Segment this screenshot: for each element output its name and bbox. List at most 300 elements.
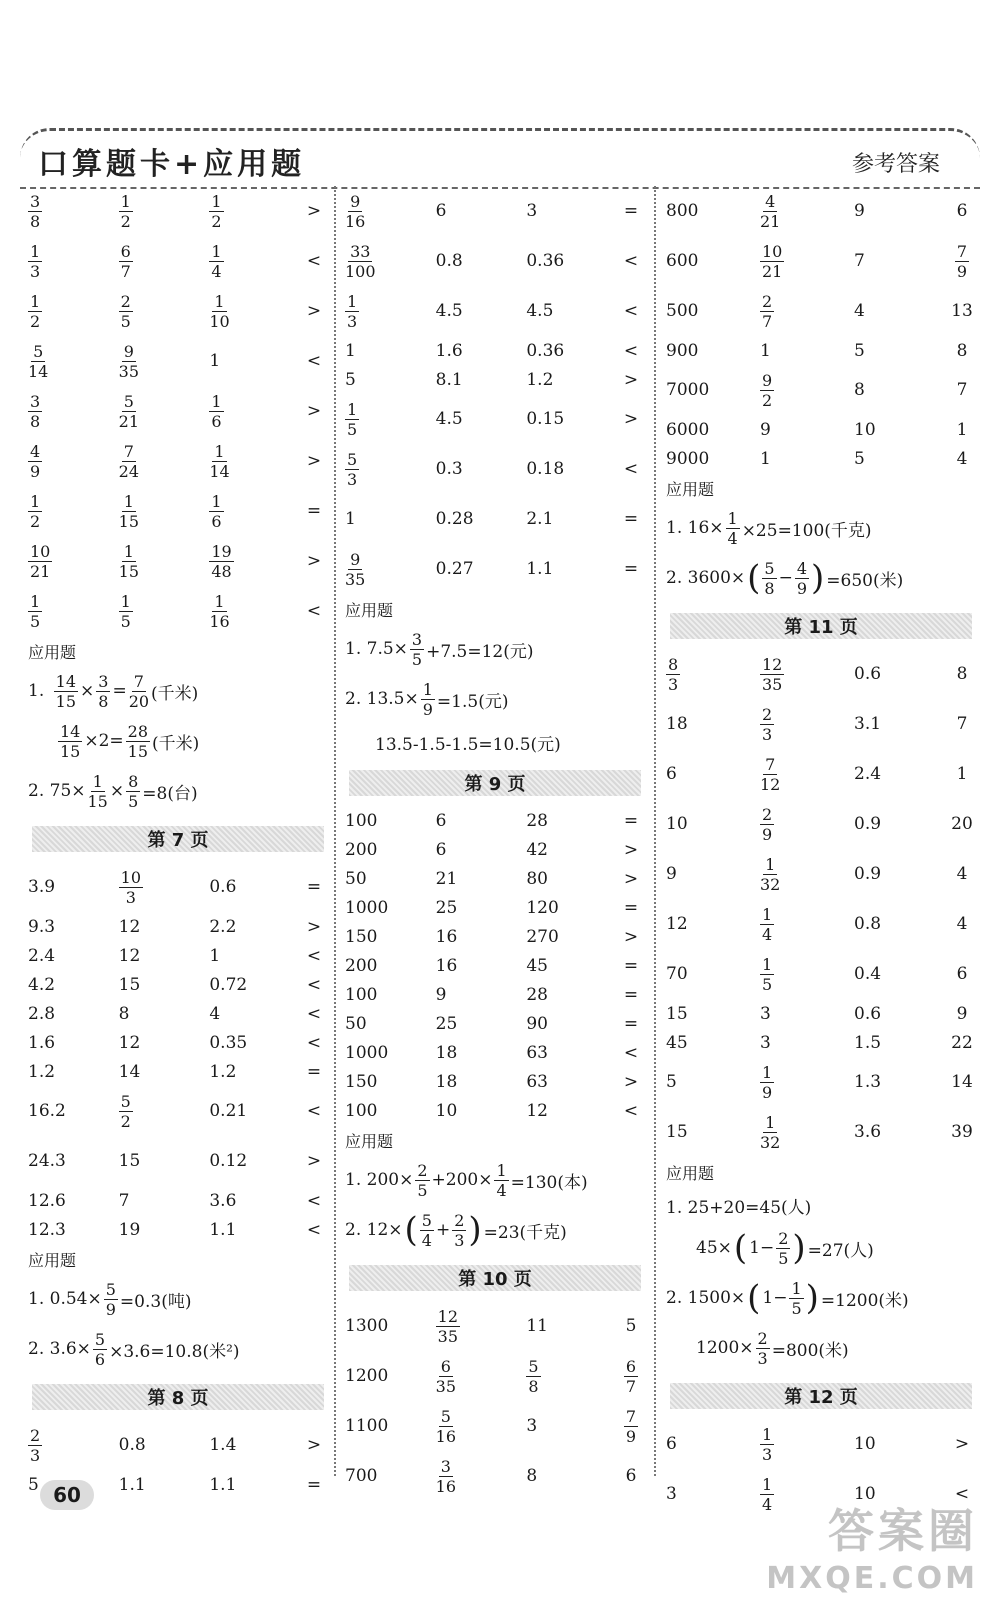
answer-cell — [119, 442, 210, 481]
answer-cell — [119, 1435, 210, 1455]
fraction — [494, 1161, 508, 1200]
fraction — [760, 905, 774, 944]
fraction — [119, 542, 139, 581]
answer-cell — [345, 242, 436, 281]
answer-cell — [854, 1004, 948, 1024]
answer-cell — [436, 251, 527, 271]
answer-cell — [526, 201, 617, 221]
answer-value: 5 — [345, 369, 356, 390]
answer-value: = — [623, 509, 639, 529]
numerator: 1 — [762, 1062, 773, 1082]
answer-cell — [345, 192, 436, 231]
answer-value: 0.35 — [209, 1032, 248, 1053]
answer-grid — [666, 336, 976, 365]
numerator: 3 — [30, 391, 41, 411]
answer-value: < — [623, 1100, 639, 1121]
answer-cell — [345, 1014, 436, 1034]
answer-cell — [526, 370, 617, 390]
denominator: 8 — [30, 411, 41, 431]
section-banner-p10: 第 10 页 — [349, 1265, 641, 1291]
answer-cell — [119, 342, 210, 381]
fraction — [795, 559, 809, 598]
answer-cell — [209, 592, 300, 631]
answer-value: 15 — [666, 1122, 688, 1142]
answer-value: 0.27 — [435, 559, 474, 579]
numerator: 6 — [625, 1356, 637, 1376]
denominator: 16 — [435, 1426, 457, 1446]
answer-value: 0.6 — [854, 664, 882, 684]
numerator: 9 — [762, 370, 773, 390]
denominator: 32 — [760, 1132, 781, 1152]
answer-value: 6 — [956, 964, 968, 984]
answer-row — [345, 1301, 645, 1351]
numerator: 1 — [30, 591, 41, 611]
denominator: 8 — [764, 578, 775, 598]
answer-row — [345, 286, 645, 336]
fraction — [760, 705, 774, 744]
answer-cell — [28, 877, 119, 897]
fraction — [96, 672, 110, 711]
answer-cell — [617, 1466, 645, 1486]
answer-cell — [345, 1416, 436, 1436]
answer-cell — [617, 559, 645, 579]
fraction — [345, 450, 359, 489]
answer-value: = — [623, 897, 639, 918]
numerator: 7 — [765, 754, 776, 774]
answer-value: 0.28 — [435, 509, 474, 529]
answer-cell — [617, 1014, 645, 1034]
denominator: 3 — [30, 261, 41, 281]
answer-value: 6 — [625, 1466, 637, 1486]
answer-cell — [854, 864, 948, 884]
answer-cell — [666, 201, 760, 221]
numerator: 7 — [133, 671, 144, 691]
answer-grid — [28, 862, 328, 1244]
fraction — [119, 242, 133, 281]
answer-cell — [345, 985, 436, 1005]
answer-value: 5 — [28, 1474, 39, 1495]
answer-cell — [948, 201, 976, 221]
answer-cell — [526, 811, 617, 831]
section-banner-p9: 第 9 页 — [349, 770, 641, 796]
answer-value: < — [306, 945, 322, 966]
answer-row — [28, 941, 328, 970]
answer-value: 1300 — [345, 1316, 389, 1336]
answer-value: 900 — [666, 340, 699, 361]
answer-cell — [948, 242, 976, 281]
answer-value: > — [623, 1071, 639, 1092]
denominator: 3 — [454, 1230, 465, 1250]
denominator: 6 — [211, 411, 222, 431]
numerator: 1 — [496, 1160, 507, 1180]
answer-cell — [666, 1434, 760, 1454]
answer-value: 270 — [526, 926, 559, 947]
numerator: 9 — [350, 191, 361, 211]
answer-cell — [948, 714, 976, 734]
answer-cell — [209, 542, 300, 581]
denominator: 5 — [417, 1180, 428, 1200]
answer-row — [28, 1420, 328, 1470]
answer-cell — [436, 811, 527, 831]
answer-row — [28, 236, 328, 286]
answer-value: < — [306, 1101, 322, 1121]
answer-value: 4 — [854, 301, 865, 321]
answer-cell — [436, 1357, 527, 1396]
answer-cell — [119, 1062, 210, 1082]
answer-cell — [209, 192, 300, 231]
answer-row — [28, 336, 328, 386]
denominator: 5 — [30, 611, 41, 631]
answer-cell — [345, 1072, 436, 1092]
denominator: 15 — [118, 561, 140, 581]
answer-cell — [526, 1357, 617, 1396]
answer-cell — [526, 559, 617, 579]
denominator: 8 — [30, 211, 41, 231]
denominator: 3 — [757, 1348, 768, 1368]
numerator: 1 — [30, 291, 41, 311]
answer-cell — [666, 864, 760, 884]
answer-value: 25 — [435, 1013, 458, 1034]
denominator: 21 — [118, 411, 140, 431]
answer-value: 18 — [435, 1042, 458, 1063]
answer-row — [28, 999, 328, 1028]
answer-cell — [436, 1014, 527, 1034]
answer-value: 3 — [526, 1416, 538, 1436]
answer-value: 9 — [956, 1003, 968, 1024]
answer-cell — [526, 1014, 617, 1034]
answer-cell — [617, 869, 645, 889]
answer-value: = — [623, 1013, 639, 1034]
numerator: 8 — [128, 771, 139, 791]
answer-value: < — [954, 1484, 970, 1504]
fraction — [345, 292, 359, 331]
answer-cell — [666, 764, 760, 784]
answer-value: 70 — [666, 964, 688, 984]
answer-cell — [666, 655, 760, 694]
answer-cell — [948, 664, 976, 684]
answer-value: 3.6 — [209, 1190, 237, 1211]
denominator: 21 — [760, 211, 781, 231]
denominator: 16 — [345, 211, 366, 231]
numerator: 2 — [762, 704, 773, 724]
answer-cell — [28, 592, 119, 631]
answer-cell — [300, 877, 328, 897]
answer-row — [345, 922, 645, 951]
answer-row — [666, 415, 976, 444]
answer-cell — [854, 1122, 948, 1142]
fraction — [58, 722, 82, 761]
answer-row — [345, 835, 645, 864]
word-problem-line: 1. 25+20=45(人) — [666, 1197, 812, 1218]
answer-value: 1.6 — [435, 340, 463, 361]
column-2 — [345, 186, 645, 1496]
answer-row — [666, 336, 976, 365]
answer-value: < — [623, 301, 639, 321]
answer-cell — [760, 855, 854, 894]
answer-row — [28, 586, 328, 636]
answer-cell — [526, 1316, 617, 1336]
fraction — [209, 592, 229, 631]
fraction — [760, 955, 774, 994]
numerator: 1 — [120, 191, 131, 211]
answer-value: < — [306, 1190, 322, 1211]
word-problem-line: 2. 13.5× $\frac{1}{9}$ =1.5(元) — [345, 679, 509, 719]
answer-cell — [28, 392, 119, 431]
answer-row — [28, 862, 328, 912]
fraction — [209, 292, 229, 331]
answer-row — [28, 286, 328, 336]
answer-value: 1 — [956, 764, 968, 784]
numerator: 12 — [437, 1306, 459, 1326]
section-title: 应用题 — [666, 479, 715, 499]
answer-value: 0.36 — [526, 340, 565, 361]
answer-value: 2.1 — [526, 509, 554, 529]
answer-cell — [436, 840, 527, 860]
answer-cell — [948, 420, 976, 440]
answer-value: 0.8 — [118, 1435, 146, 1455]
answer-cell — [854, 914, 948, 934]
answer-value: 10 — [435, 1100, 458, 1121]
denominator: 16 — [209, 611, 230, 631]
denominator: 2 — [120, 1111, 131, 1131]
word-problem-line: 2. 75× $\frac{1}{15}$ × $\frac{8}{5}$ =8(台) — [28, 771, 198, 811]
answer-cell — [436, 898, 527, 918]
answer-cell — [617, 251, 645, 271]
answer-row — [28, 912, 328, 941]
denominator: 8 — [98, 691, 109, 711]
answer-value: 13 — [951, 301, 973, 321]
answer-value: 8 — [956, 340, 968, 361]
numerator: 5 — [33, 341, 44, 361]
answer-cell — [345, 1101, 436, 1121]
answer-value: = — [306, 1474, 322, 1495]
denominator: 15 — [87, 791, 108, 811]
fraction — [452, 1211, 466, 1250]
fraction — [28, 1426, 42, 1465]
answer-value: 1.5 — [854, 1032, 882, 1053]
answer-cell — [760, 705, 854, 744]
answer-value: 12 — [118, 1032, 141, 1053]
answer-cell — [119, 975, 210, 995]
numerator: 1 — [762, 954, 773, 974]
word-problem-line: 1. 0.54× $\frac{5}{9}$ =0.3(吨) — [28, 1279, 192, 1319]
answer-cell — [617, 409, 645, 429]
answer-value: 25 — [435, 897, 458, 918]
denominator: 9 — [796, 578, 808, 598]
answer-row — [345, 365, 645, 394]
answer-row — [345, 1009, 645, 1038]
answer-value: 8 — [526, 1466, 538, 1486]
answer-cell — [854, 251, 948, 271]
answer-cell — [948, 1033, 976, 1053]
answer-cell — [119, 917, 210, 937]
answer-row — [345, 806, 645, 835]
answer-cell — [617, 1357, 645, 1396]
answer-value: 1.2 — [28, 1061, 56, 1082]
answer-value: 1.1 — [209, 1219, 237, 1240]
answer-value: 150 — [345, 926, 378, 947]
numerator: 1 — [211, 191, 222, 211]
numerator: 1 — [92, 771, 103, 791]
numerator: 1 — [762, 1424, 773, 1444]
answer-value: 2.2 — [209, 916, 237, 937]
column-3 — [666, 186, 976, 1514]
answer-value: 2.8 — [28, 1003, 56, 1024]
answer-value: 9 — [854, 201, 865, 221]
answer-value: > — [306, 551, 322, 571]
answer-value: 1 — [345, 509, 356, 529]
denominator: 2 — [211, 211, 222, 231]
fraction — [760, 805, 774, 844]
answer-value: 7 — [956, 380, 968, 400]
fraction — [345, 550, 365, 589]
fraction — [624, 1407, 638, 1446]
answer-cell — [436, 1457, 527, 1496]
answer-cell — [28, 1220, 119, 1240]
answer-value: < — [306, 351, 322, 371]
answer-value: 18 — [435, 1071, 458, 1092]
answer-value: = — [306, 877, 322, 897]
numerator: 6 — [440, 1356, 451, 1376]
denominator: 9 — [762, 1082, 773, 1102]
answer-value: 0.36 — [526, 251, 565, 271]
numerator: 28 — [127, 721, 149, 741]
answer-value: 4 — [209, 1003, 221, 1024]
answer-value: 1 — [760, 448, 771, 469]
answer-cell — [300, 1151, 328, 1171]
numerator: 5 — [347, 449, 358, 469]
answer-cell — [948, 764, 976, 784]
answer-cell — [300, 551, 328, 571]
answer-cell — [345, 400, 436, 439]
answer-value: > — [306, 916, 322, 937]
fraction — [119, 192, 133, 231]
answer-cell — [666, 1484, 760, 1504]
answer-cell — [209, 492, 300, 531]
denominator: 5 — [762, 974, 773, 994]
word-problem-line: 2. 1500× ( 1− $\frac{1}{5}$ ) =1200(米) — [666, 1278, 909, 1318]
numerator: 1 — [30, 491, 41, 511]
answer-value: 6 — [435, 201, 447, 221]
answer-row — [666, 949, 976, 999]
answer-value: 8 — [854, 380, 865, 400]
answer-cell — [854, 380, 948, 400]
answer-cell — [854, 201, 948, 221]
answer-value: > — [306, 301, 322, 321]
answer-row — [345, 544, 645, 594]
answer-cell — [854, 301, 948, 321]
answer-value: 6 — [435, 839, 447, 860]
fraction — [760, 1425, 774, 1464]
page-number: 60 — [40, 1480, 94, 1510]
answer-cell — [345, 927, 436, 947]
denominator: 48 — [211, 561, 232, 581]
answer-value: 63 — [526, 1071, 548, 1092]
answer-cell — [119, 542, 210, 581]
answer-row — [666, 899, 976, 949]
answer-row — [666, 799, 976, 849]
fraction — [421, 680, 435, 719]
answer-cell — [28, 1004, 119, 1024]
fraction — [28, 492, 42, 531]
fraction — [119, 592, 133, 631]
answer-cell — [119, 1004, 210, 1024]
answer-row — [666, 1419, 976, 1469]
fraction — [126, 722, 150, 761]
answer-value: 0.9 — [854, 814, 882, 834]
answer-value: 3 — [760, 1032, 771, 1053]
answer-row — [666, 699, 976, 749]
answer-cell — [666, 814, 760, 834]
answer-value: 1000 — [345, 897, 389, 918]
fraction — [345, 242, 376, 281]
answer-value: 42 — [526, 839, 548, 860]
answer-cell — [209, 1435, 300, 1455]
answer-cell — [617, 1316, 645, 1336]
numerator: 1 — [762, 904, 773, 924]
numerator: 3 — [98, 671, 109, 691]
answer-value: 24.3 — [28, 1151, 66, 1171]
answer-cell — [617, 1101, 645, 1121]
fraction — [436, 1357, 456, 1396]
fraction — [119, 492, 139, 531]
answer-cell — [617, 1072, 645, 1092]
answer-row — [28, 1215, 328, 1244]
answer-cell — [617, 956, 645, 976]
denominator: 4 — [496, 1180, 507, 1200]
answer-cell — [760, 1004, 854, 1024]
denominator: 4 — [421, 1230, 432, 1250]
fraction — [126, 772, 140, 811]
numerator: 7 — [625, 1406, 637, 1426]
denominator: 10 — [209, 311, 230, 331]
numerator: 5 — [421, 1210, 432, 1230]
answer-cell — [300, 1033, 328, 1053]
answer-cell — [119, 242, 210, 281]
answer-value: 200 — [345, 955, 378, 976]
section-title: 应用题 — [345, 1131, 394, 1151]
numerator: 3 — [411, 629, 423, 649]
answer-value: 50 — [345, 1013, 367, 1034]
numerator: 4 — [796, 558, 808, 578]
answer-cell — [436, 1407, 527, 1446]
fraction — [209, 442, 229, 481]
answer-value: 3.1 — [854, 714, 882, 734]
answer-value: < — [306, 1032, 322, 1053]
fraction — [760, 242, 784, 281]
answer-cell — [119, 192, 210, 231]
answer-cell — [28, 342, 119, 381]
answer-cell — [436, 1072, 527, 1092]
answer-cell — [948, 1434, 976, 1454]
answer-value: 10 — [666, 814, 688, 834]
answer-value: 1.1 — [526, 559, 554, 579]
answer-grid — [345, 1301, 645, 1501]
answer-cell — [28, 1033, 119, 1053]
answer-cell — [345, 1316, 436, 1336]
answer-cell — [119, 1220, 210, 1240]
answer-value: 50 — [345, 868, 367, 889]
answer-value: 600 — [666, 251, 699, 271]
answer-cell — [526, 1466, 617, 1486]
header-answer-label: 参考答案 — [851, 152, 940, 177]
numerator: 2 — [120, 291, 131, 311]
answer-value: 9 — [435, 984, 447, 1005]
denominator: 3 — [347, 311, 358, 331]
denominator: 3 — [347, 469, 358, 489]
answer-cell — [948, 1004, 976, 1024]
denominator: 35 — [345, 569, 366, 589]
